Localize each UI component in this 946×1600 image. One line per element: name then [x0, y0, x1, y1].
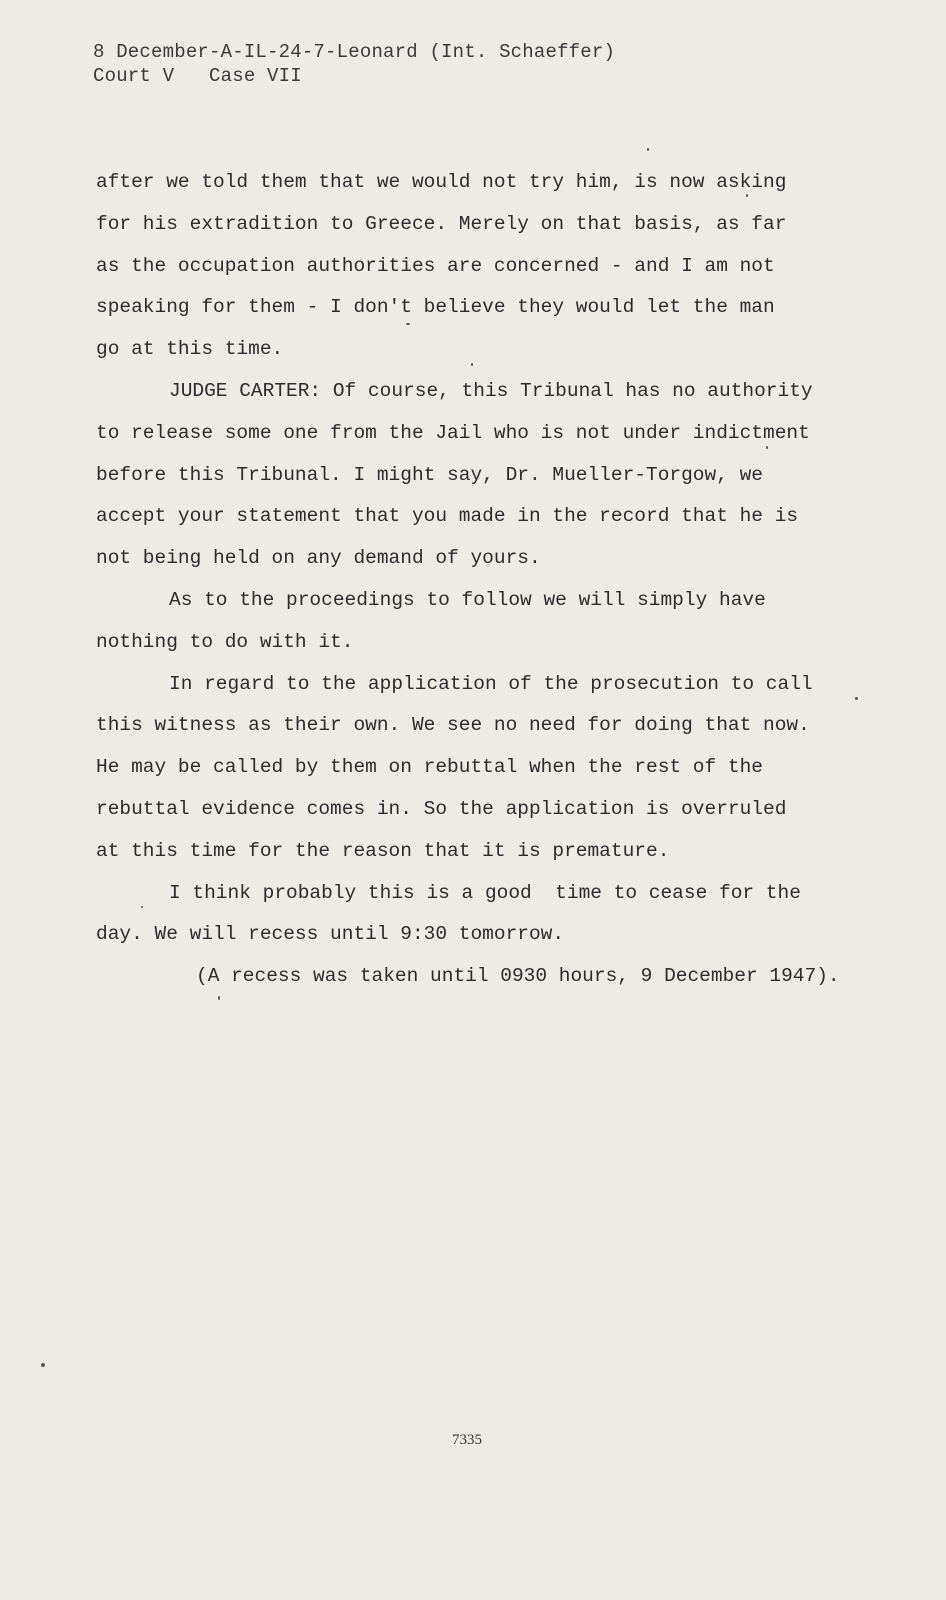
paper-speck: [218, 996, 220, 1000]
transcript-line: speaking for them - I don't believe they would let the man: [96, 296, 775, 319]
transcript-line: I think probably this is a good time to cease for the: [169, 881, 801, 904]
transcript-line: In regard to the application of the prosecution to call: [169, 672, 813, 695]
transcript-line: day. We will recess until 9:30 tomorrow.: [96, 923, 565, 946]
transcript-line: this witness as their own. We see no need for doing that now.: [96, 714, 810, 737]
page-header: [93, 40, 615, 88]
transcript-line: JUDGE CARTER: Of course, this Tribunal has no authority: [169, 379, 813, 402]
paper-speck: [471, 363, 473, 366]
paper-speck: [647, 148, 649, 151]
transcript-line: accept your statement that you made in the record that he is: [96, 505, 799, 528]
header-line-2: Court V Case VII: [93, 65, 302, 87]
paper-speck: [746, 194, 748, 197]
paper-speck: [141, 906, 143, 908]
paper-speck: [855, 697, 858, 700]
transcript-line: rebuttal evidence comes in. So the application is overruled: [96, 797, 787, 820]
transcript-body: [96, 162, 896, 998]
transcript-line: He may be called by them on rebuttal when the rest of the: [96, 756, 764, 779]
transcript-line: as the occupation authorities are concerned - and I am not: [96, 254, 775, 277]
transcript-line: for his extradition to Greece. Merely on that basis, as far: [96, 212, 787, 235]
page-number: 7335: [452, 1432, 482, 1448]
paper-speck: [766, 446, 768, 449]
transcript-line: not being held on any demand of yours.: [96, 547, 541, 570]
transcript-line: nothing to do with it.: [96, 630, 354, 653]
transcript-line: at this time for the reason that it is premature.: [96, 839, 670, 862]
transcript-line: go at this time.: [96, 338, 284, 361]
transcript-line: (A recess was taken until 0930 hours, 9 December 1947).: [196, 965, 840, 988]
transcript-line: to release some one from the Jail who is not under indictment: [96, 421, 810, 444]
paper-speck: [41, 1363, 45, 1367]
transcript-line: As to the proceedings to follow we will simply have: [169, 588, 766, 611]
transcript-line: after we told them that we would not try him, is now asking: [96, 171, 787, 193]
transcript-line: before this Tribunal. I might say, Dr. Mueller-Torgow, we: [96, 463, 764, 486]
header-line-1: 8 December-A-IL-24-7-Leonard (Int. Schaeffer): [93, 41, 616, 63]
paper-speck: [406, 323, 410, 325]
